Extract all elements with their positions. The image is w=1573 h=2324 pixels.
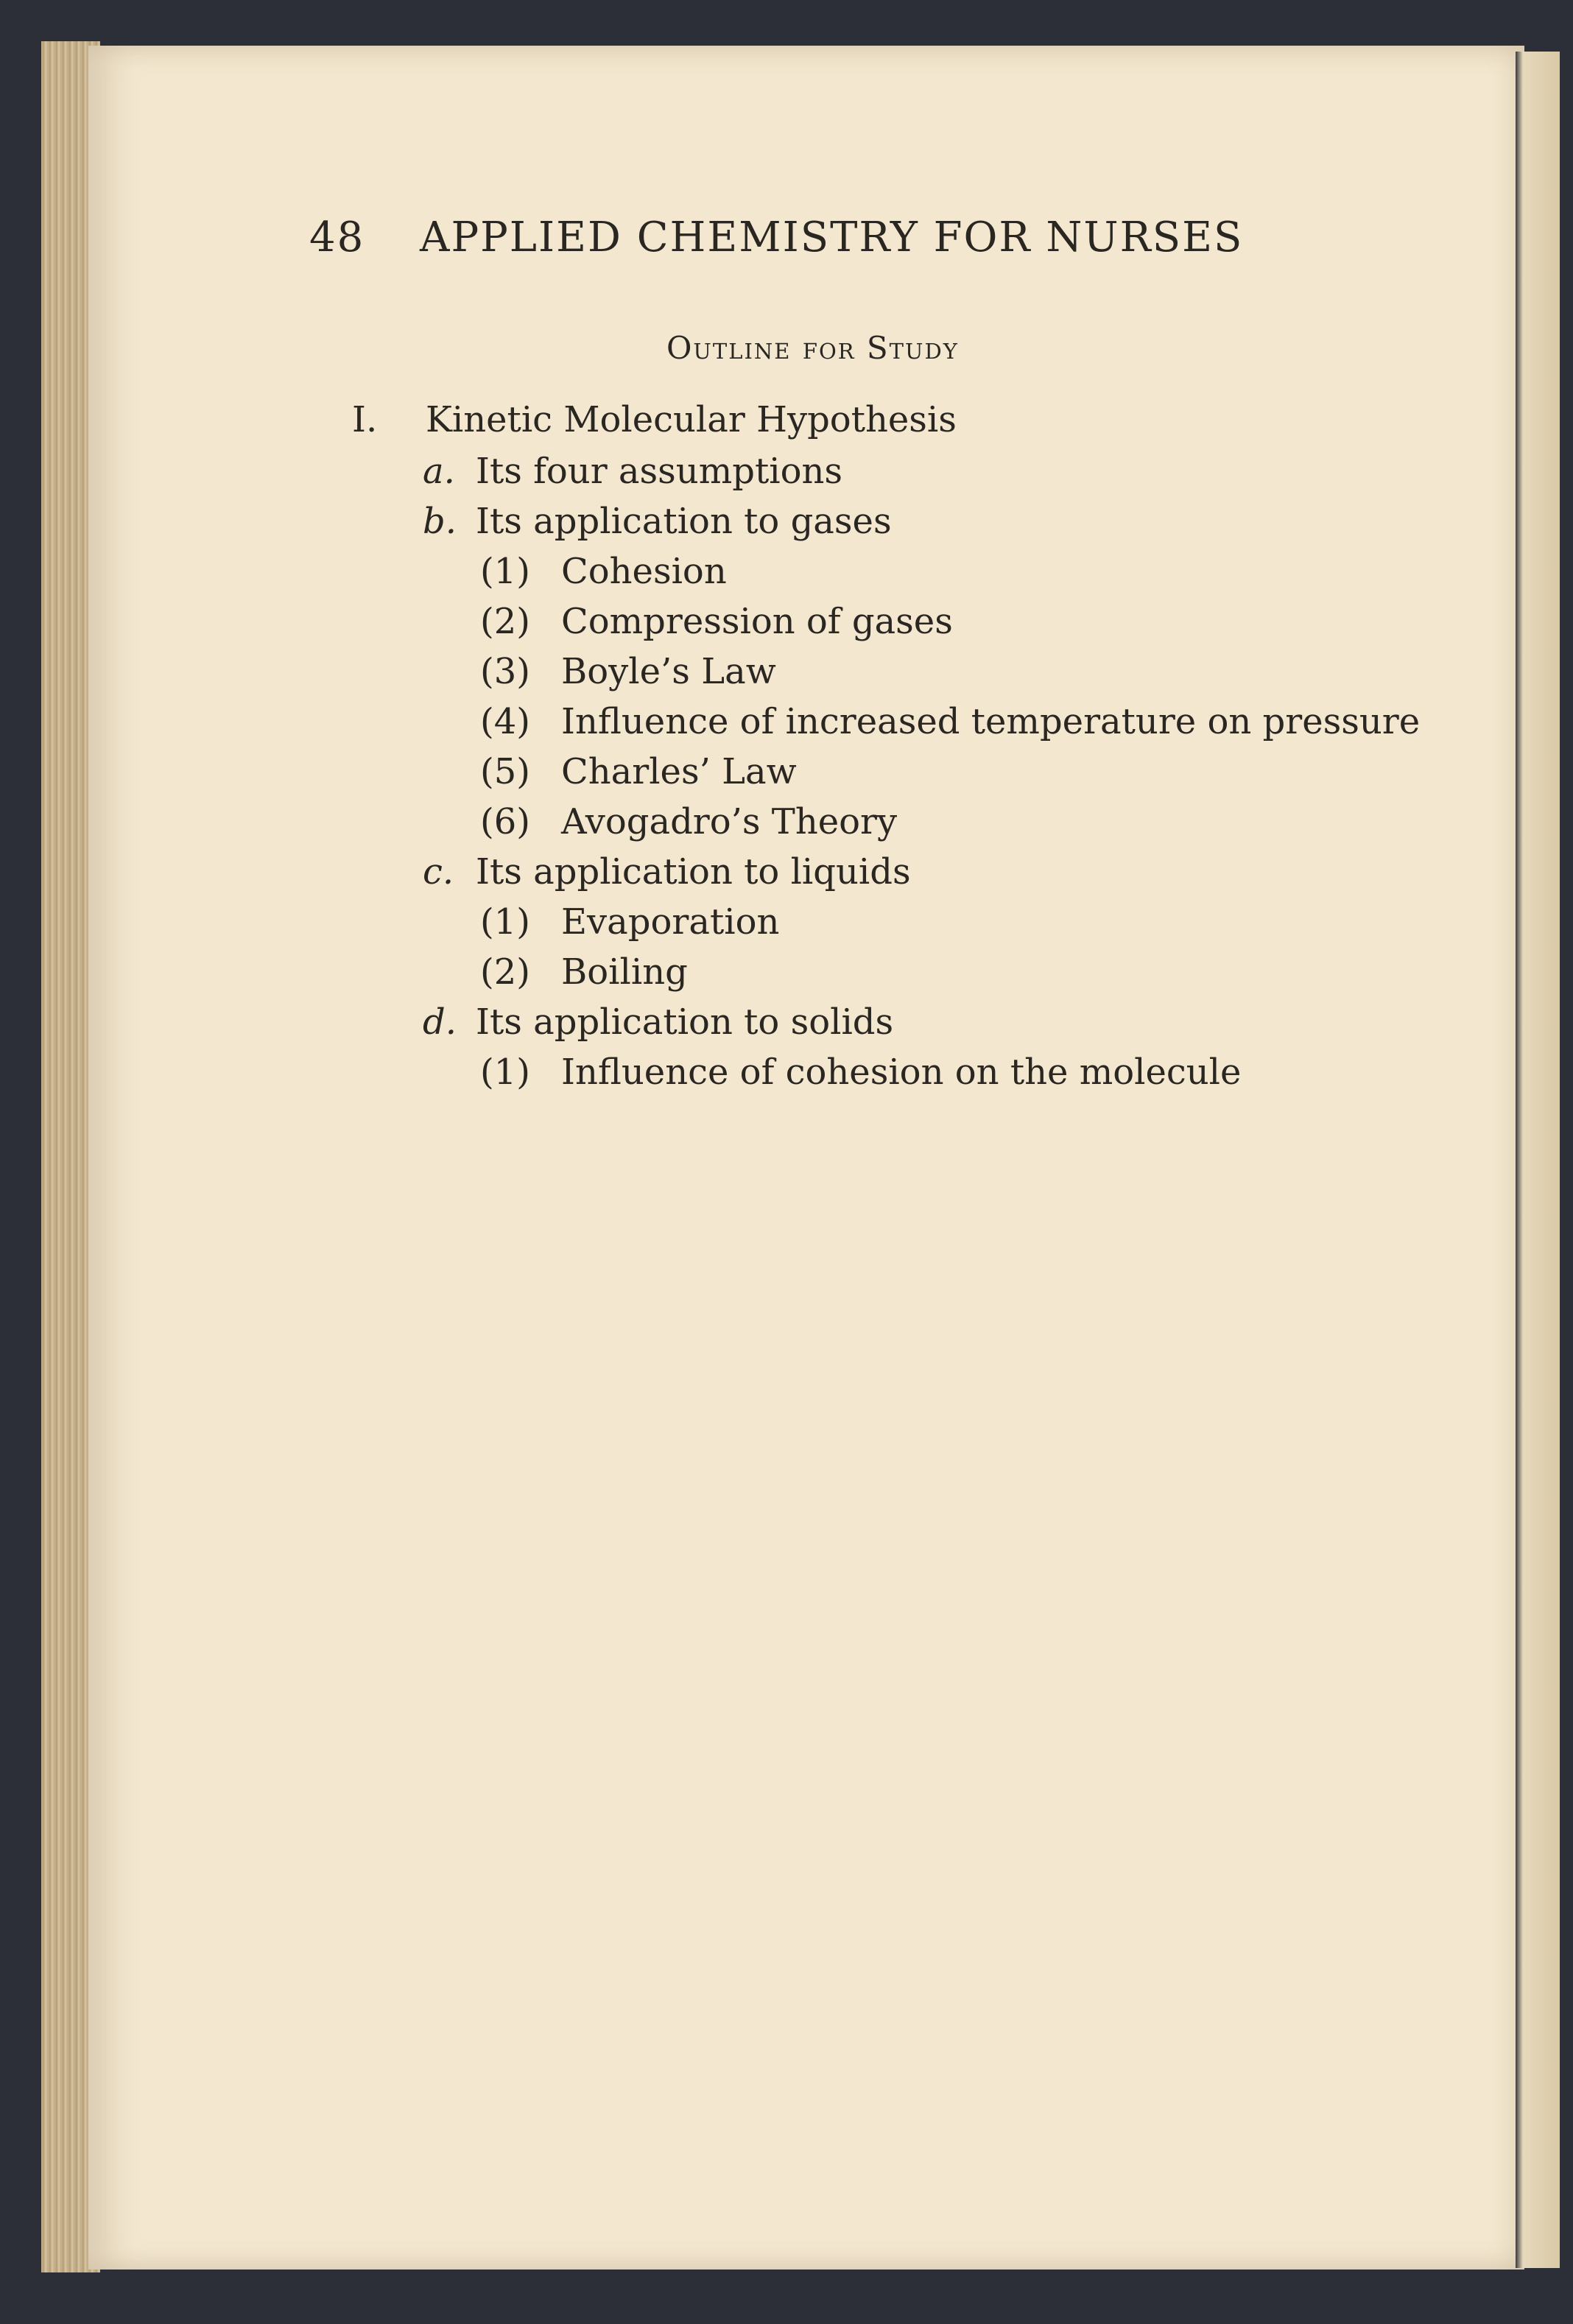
outline-subitem xyxy=(480,549,727,594)
outline-subitem xyxy=(480,1050,1241,1094)
outline-subitem xyxy=(480,950,688,994)
item-text: Avogadro’s Theory xyxy=(561,801,898,842)
item-marker: (2) xyxy=(480,951,530,993)
item-text: Charles’ Law xyxy=(561,751,797,792)
outline-heading xyxy=(352,398,957,442)
item-marker: (1) xyxy=(480,901,530,943)
outline-subitem xyxy=(480,800,897,844)
running-header xyxy=(309,214,1289,261)
page-number: 48 xyxy=(309,214,365,261)
book-page xyxy=(88,46,1524,2270)
outline-subitem xyxy=(480,750,797,794)
item-text: Its application to solids xyxy=(476,1001,894,1043)
roman-marker: I. xyxy=(352,399,378,440)
item-marker: c. xyxy=(423,851,454,892)
outline-heading-text: Kinetic Molecular Hypothesis xyxy=(426,399,957,440)
outline-subitem xyxy=(480,649,776,694)
item-text: Its four assumptions xyxy=(476,451,843,492)
item-marker: (4) xyxy=(480,701,530,742)
outline-item-a xyxy=(423,449,842,493)
item-text: Evaporation xyxy=(561,901,780,943)
item-marker: (5) xyxy=(480,751,530,792)
item-marker: (1) xyxy=(480,1052,530,1093)
item-marker: b. xyxy=(423,501,457,542)
outline-item-c xyxy=(423,850,911,894)
item-text: Cohesion xyxy=(561,551,727,592)
outline-subitem xyxy=(480,700,1420,744)
item-text: Boiling xyxy=(561,951,688,993)
outline-item-b xyxy=(423,499,892,543)
item-marker: (2) xyxy=(480,601,530,642)
item-marker: (3) xyxy=(480,651,530,692)
item-text: Compression of gases xyxy=(561,601,953,642)
outline-item-d xyxy=(423,1000,893,1044)
item-marker: (6) xyxy=(480,801,530,842)
item-text: Boyle’s Law xyxy=(561,651,776,692)
item-text: Its application to gases xyxy=(476,501,892,542)
outline-subitem xyxy=(480,599,953,644)
running-title: APPLIED CHEMISTRY FOR NURSES xyxy=(420,214,1244,261)
outline-subitem xyxy=(480,900,779,944)
item-text: Influence of increased temperature on pressure xyxy=(561,701,1421,742)
item-marker: (1) xyxy=(480,551,530,592)
item-text: Influence of cohesion on the molecule xyxy=(561,1052,1242,1093)
item-text: Its application to liquids xyxy=(476,851,911,892)
item-marker: d. xyxy=(423,1001,457,1043)
outline-title: Outline for Study xyxy=(666,330,959,366)
next-page-edge xyxy=(1516,52,1560,2268)
item-marker: a. xyxy=(423,451,455,492)
